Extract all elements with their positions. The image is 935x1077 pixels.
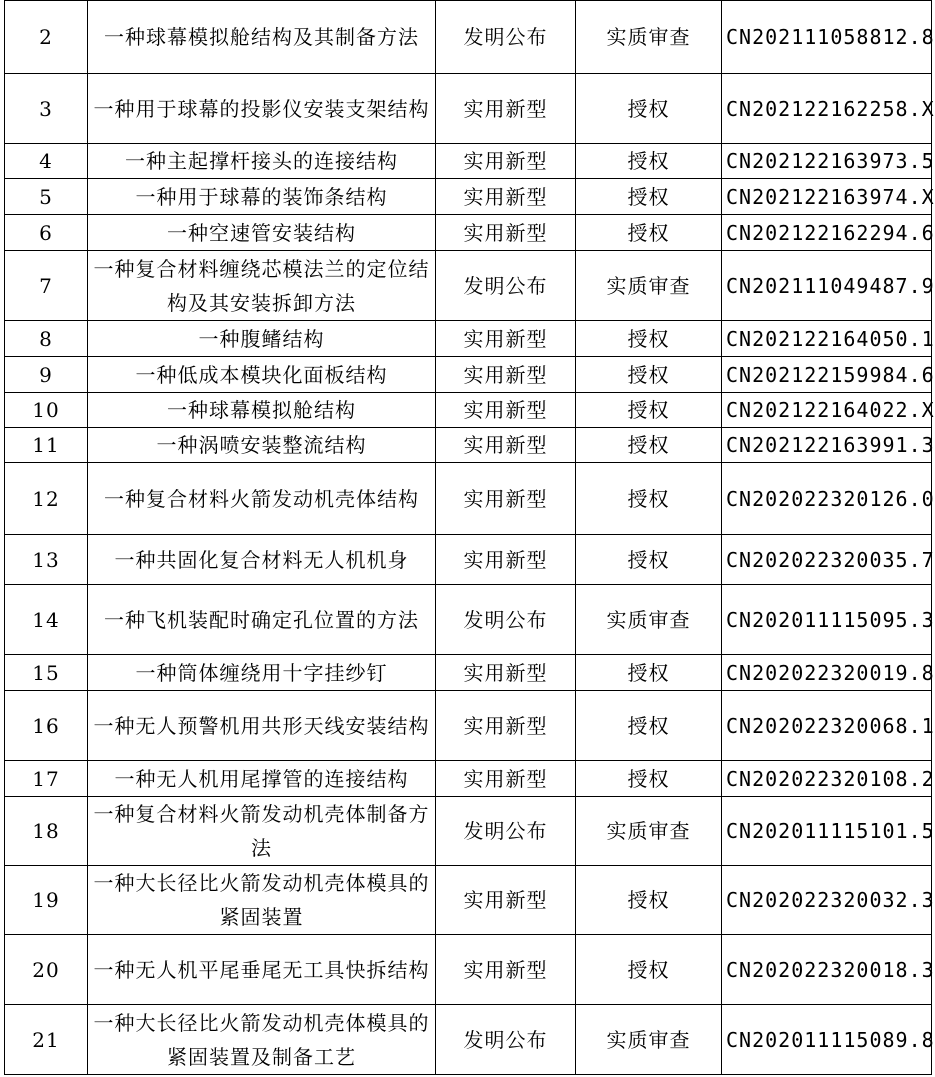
row-number: 20: [5, 935, 88, 1005]
row-number: 14: [5, 585, 88, 655]
row-number: 10: [5, 393, 88, 428]
legal-status: 授权: [576, 655, 722, 691]
patent-name: 一种主起撑杆接头的连接结构: [88, 144, 436, 179]
legal-status: 授权: [576, 74, 722, 144]
application-number: CN202122163974.X: [722, 179, 932, 215]
row-number: 15: [5, 655, 88, 691]
patent-name: 一种用于球幕的投影仪安装支架结构: [88, 74, 436, 144]
patent-type: 发明公布: [436, 797, 576, 866]
table-row: [5, 866, 932, 935]
legal-status: 授权: [576, 393, 722, 428]
patent-name: 一种用于球幕的装饰条结构: [88, 179, 436, 215]
patent-type: 实用新型: [436, 428, 576, 463]
patent-name: 一种筒体缠绕用十字挂纱钉: [88, 655, 436, 691]
application-number: CN202122164050.1: [722, 321, 932, 357]
row-number: 5: [5, 179, 88, 215]
patent-table: [4, 0, 935, 1075]
row-number: 13: [5, 535, 88, 585]
patent-table-body: [5, 1, 935, 1075]
patent-type: 实用新型: [436, 535, 576, 585]
legal-status: 授权: [576, 535, 722, 585]
application-number: CN202122162294.6: [722, 215, 932, 251]
row-number: 4: [5, 144, 88, 179]
row-number: 12: [5, 463, 88, 535]
table-row: [5, 1, 932, 74]
patent-name: 一种无人预警机用共形天线安装结构: [88, 691, 436, 761]
table-row: [5, 179, 932, 215]
application-number: CN202022320032.3: [722, 866, 932, 935]
patent-type: 实用新型: [436, 691, 576, 761]
legal-status: 实质审查: [576, 797, 722, 866]
patent-type: 实用新型: [436, 357, 576, 393]
application-number: CN202122163991.3: [722, 428, 932, 463]
row-number: 3: [5, 74, 88, 144]
patent-name: 一种共固化复合材料无人机机身: [88, 535, 436, 585]
legal-status: 授权: [576, 866, 722, 935]
row-number: 16: [5, 691, 88, 761]
table-row: [5, 935, 932, 1005]
row-number: 6: [5, 215, 88, 251]
patent-name: 一种球幕模拟舱结构及其制备方法: [88, 1, 436, 74]
legal-status: 实质审查: [576, 1, 722, 74]
table-row: [5, 74, 932, 144]
patent-type: 发明公布: [436, 251, 576, 321]
table-row: [5, 761, 932, 797]
patent-type: 实用新型: [436, 179, 576, 215]
table-row: [5, 463, 932, 535]
table-row: [5, 393, 932, 428]
legal-status: 授权: [576, 428, 722, 463]
application-number: CN202011115101.5: [722, 797, 932, 866]
patent-type: 实用新型: [436, 144, 576, 179]
application-number: CN202011115089.8: [722, 1005, 932, 1075]
legal-status: 实质审查: [576, 1005, 722, 1075]
patent-name: 一种复合材料缠绕芯模法兰的定位结构及其安装拆卸方法: [88, 251, 436, 321]
row-number: 19: [5, 866, 88, 935]
patent-name: 一种空速管安装结构: [88, 215, 436, 251]
patent-type: 实用新型: [436, 761, 576, 797]
application-number: CN202122164022.X: [722, 393, 932, 428]
application-number: CN202022320126.0: [722, 463, 932, 535]
table-row: [5, 144, 932, 179]
table-row: [5, 321, 932, 357]
legal-status: 授权: [576, 357, 722, 393]
application-number: CN202022320068.1: [722, 691, 932, 761]
table-row: [5, 535, 932, 585]
table-row: [5, 797, 932, 866]
row-number: 21: [5, 1005, 88, 1075]
patent-type: 发明公布: [436, 1005, 576, 1075]
legal-status: 授权: [576, 179, 722, 215]
application-number: CN202111058812.8: [722, 1, 932, 74]
patent-type: 实用新型: [436, 935, 576, 1005]
patent-type: 实用新型: [436, 866, 576, 935]
patent-name: 一种大长径比火箭发动机壳体模具的紧固装置及制备工艺: [88, 1005, 436, 1075]
application-number: CN202122163973.5: [722, 144, 932, 179]
table-row: [5, 585, 932, 655]
patent-type: 发明公布: [436, 1, 576, 74]
legal-status: 授权: [576, 935, 722, 1005]
table-row: [5, 251, 932, 321]
application-number: CN202111049487.9: [722, 251, 932, 321]
patent-name: 一种飞机装配时确定孔位置的方法: [88, 585, 436, 655]
patent-type: 实用新型: [436, 463, 576, 535]
legal-status: 授权: [576, 215, 722, 251]
legal-status: 授权: [576, 321, 722, 357]
application-number: CN202022320035.7: [722, 535, 932, 585]
application-number: CN202022320018.3: [722, 935, 932, 1005]
application-number: CN202122159984.6: [722, 357, 932, 393]
patent-type: 实用新型: [436, 74, 576, 144]
patent-type: 实用新型: [436, 393, 576, 428]
table-row: [5, 357, 932, 393]
patent-type: 发明公布: [436, 585, 576, 655]
table-row: [5, 691, 932, 761]
table-row: [5, 428, 932, 463]
patent-name: 一种低成本模块化面板结构: [88, 357, 436, 393]
legal-status: 授权: [576, 144, 722, 179]
patent-name: 一种球幕模拟舱结构: [88, 393, 436, 428]
row-number: 7: [5, 251, 88, 321]
patent-name: 一种无人机平尾垂尾无工具快拆结构: [88, 935, 436, 1005]
patent-type: 实用新型: [436, 215, 576, 251]
row-number: 2: [5, 1, 88, 74]
legal-status: 授权: [576, 691, 722, 761]
row-number: 9: [5, 357, 88, 393]
row-number: 8: [5, 321, 88, 357]
patent-type: 实用新型: [436, 321, 576, 357]
legal-status: 实质审查: [576, 585, 722, 655]
legal-status: 授权: [576, 463, 722, 535]
application-number: CN202022320108.2: [722, 761, 932, 797]
patent-name: 一种复合材料火箭发动机壳体结构: [88, 463, 436, 535]
table-row: [5, 215, 932, 251]
row-number: 11: [5, 428, 88, 463]
row-number: 17: [5, 761, 88, 797]
legal-status: 实质审查: [576, 251, 722, 321]
patent-type: 实用新型: [436, 655, 576, 691]
application-number: CN202011115095.3: [722, 585, 932, 655]
patent-name: 一种无人机用尾撑管的连接结构: [88, 761, 436, 797]
application-number: CN202122162258.X: [722, 74, 932, 144]
patent-name: 一种腹鳍结构: [88, 321, 436, 357]
patent-name: 一种复合材料火箭发动机壳体制备方法: [88, 797, 436, 866]
application-number: CN202022320019.8: [722, 655, 932, 691]
table-row: [5, 1005, 932, 1075]
table-row: [5, 655, 932, 691]
legal-status: 授权: [576, 761, 722, 797]
row-number: 18: [5, 797, 88, 866]
patent-name: 一种涡喷安装整流结构: [88, 428, 436, 463]
patent-name: 一种大长径比火箭发动机壳体模具的紧固装置: [88, 866, 436, 935]
